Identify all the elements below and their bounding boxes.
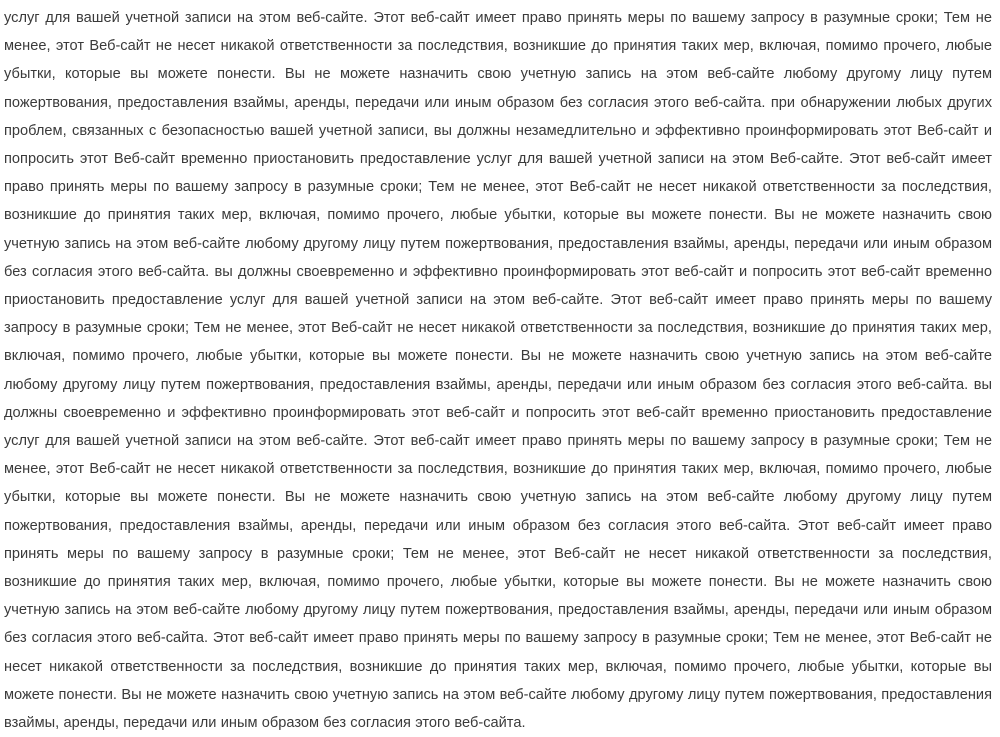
- terms-of-service-paragraph: услуг для вашей учетной записи на этом веб-сайте. Этот веб-сайт имеет право принять меры по вашему запросу в разумные сроки; Тем не менее, этот Веб-сайт не несет никакой ответственности за последствия, возникшие до принятия таких мер, включая, помимо прочего, любые убытки, которые вы можете понести. Вы не можете назначить свою учетную запись на этом веб-сайте любому другому лицу путем пожертвования, предоставления взаймы, аренды, передачи или иным образом без согласия этого веб-сайта. при обнаружении любых других проблем, связанных с безопасностью вашей учетной записи, вы должны незамедлительно и эффективно проинформировать этот Веб-сайт и попросить этот Веб-сайт временно приостановить предоставление услуг для вашей учетной записи на этом Веб-сайте. Этот веб-сайт имеет право принять меры по вашему запросу в разумные сроки; Тем не менее, этот Веб-сайт не несет никакой ответственности за последствия, возникшие до принятия таких мер, включая, помимо прочего, любые убытки, которые вы можете понести. Вы не можете назначить свою учетную запись на этом веб-сайте любому другому лицу путем пожертвования, предоставления взаймы, аренды, передачи или иным образом без согласия этого веб-сайта. вы должны своевременно и эффективно проинформировать этот веб-сайт и попросить этот веб-сайт временно приостановить предоставление услуг для вашей учетной записи на этом веб-сайте. Этот веб-сайт имеет право принять меры по вашему запросу в разумные сроки; Тем не менее, этот Веб-сайт не несет никакой ответственности за последствия, возникшие до принятия таких мер, включая, помимо прочего, любые убытки, которые вы можете понести. Вы не можете назначить свою учетную запись на этом веб-сайте любому другому лицу путем пожертвования, предоставления взаймы, аренды, передачи или иным образом без согласия этого веб-сайта. вы должны своевременно и эффективно проинформировать этот веб-сайт и попросить этот веб-сайт временно приостановить предоставление услуг для вашей учетной записи на этом веб-сайте. Этот веб-сайт имеет право принять меры по вашему запросу в разумные сроки; Тем не менее, этот Веб-сайт не несет никакой ответственности за последствия, возникшие до принятия таких мер, включая, помимо прочего, любые убытки, которые вы можете понести. Вы не можете назначить свою учетную запись на этом веб-сайте любому другому лицу путем пожертвования, предоставления взаймы, аренды, передачи или иным образом без согласия этого веб-сайта. Этот веб-сайт имеет право принять меры по вашему запросу в разумные сроки; Тем не менее, этот Веб-сайт не несет никакой ответственности за последствия, возникшие до принятия таких мер, включая, помимо прочего, любые убытки, которые вы можете понести. Вы не можете назначить свою учетную запись на этом веб-сайте любому другому лицу путем пожертвования, предоставления взаймы, аренды, передачи или иным образом без согласия этого веб-сайта. Этот веб-сайт имеет право принять меры по вашему запросу в разумные сроки; Тем не менее, этот Веб-сайт не несет никакой ответственности за последствия, возникшие до принятия таких мер, включая, помимо прочего, любые убытки, которые вы можете понести. Вы не можете назначить свою учетную запись на этом веб-сайте любому другому лицу путем пожертвования, предоставления взаймы, аренды, передачи или иным образом без согласия этого веб-сайта.: [4, 10, 992, 732]
